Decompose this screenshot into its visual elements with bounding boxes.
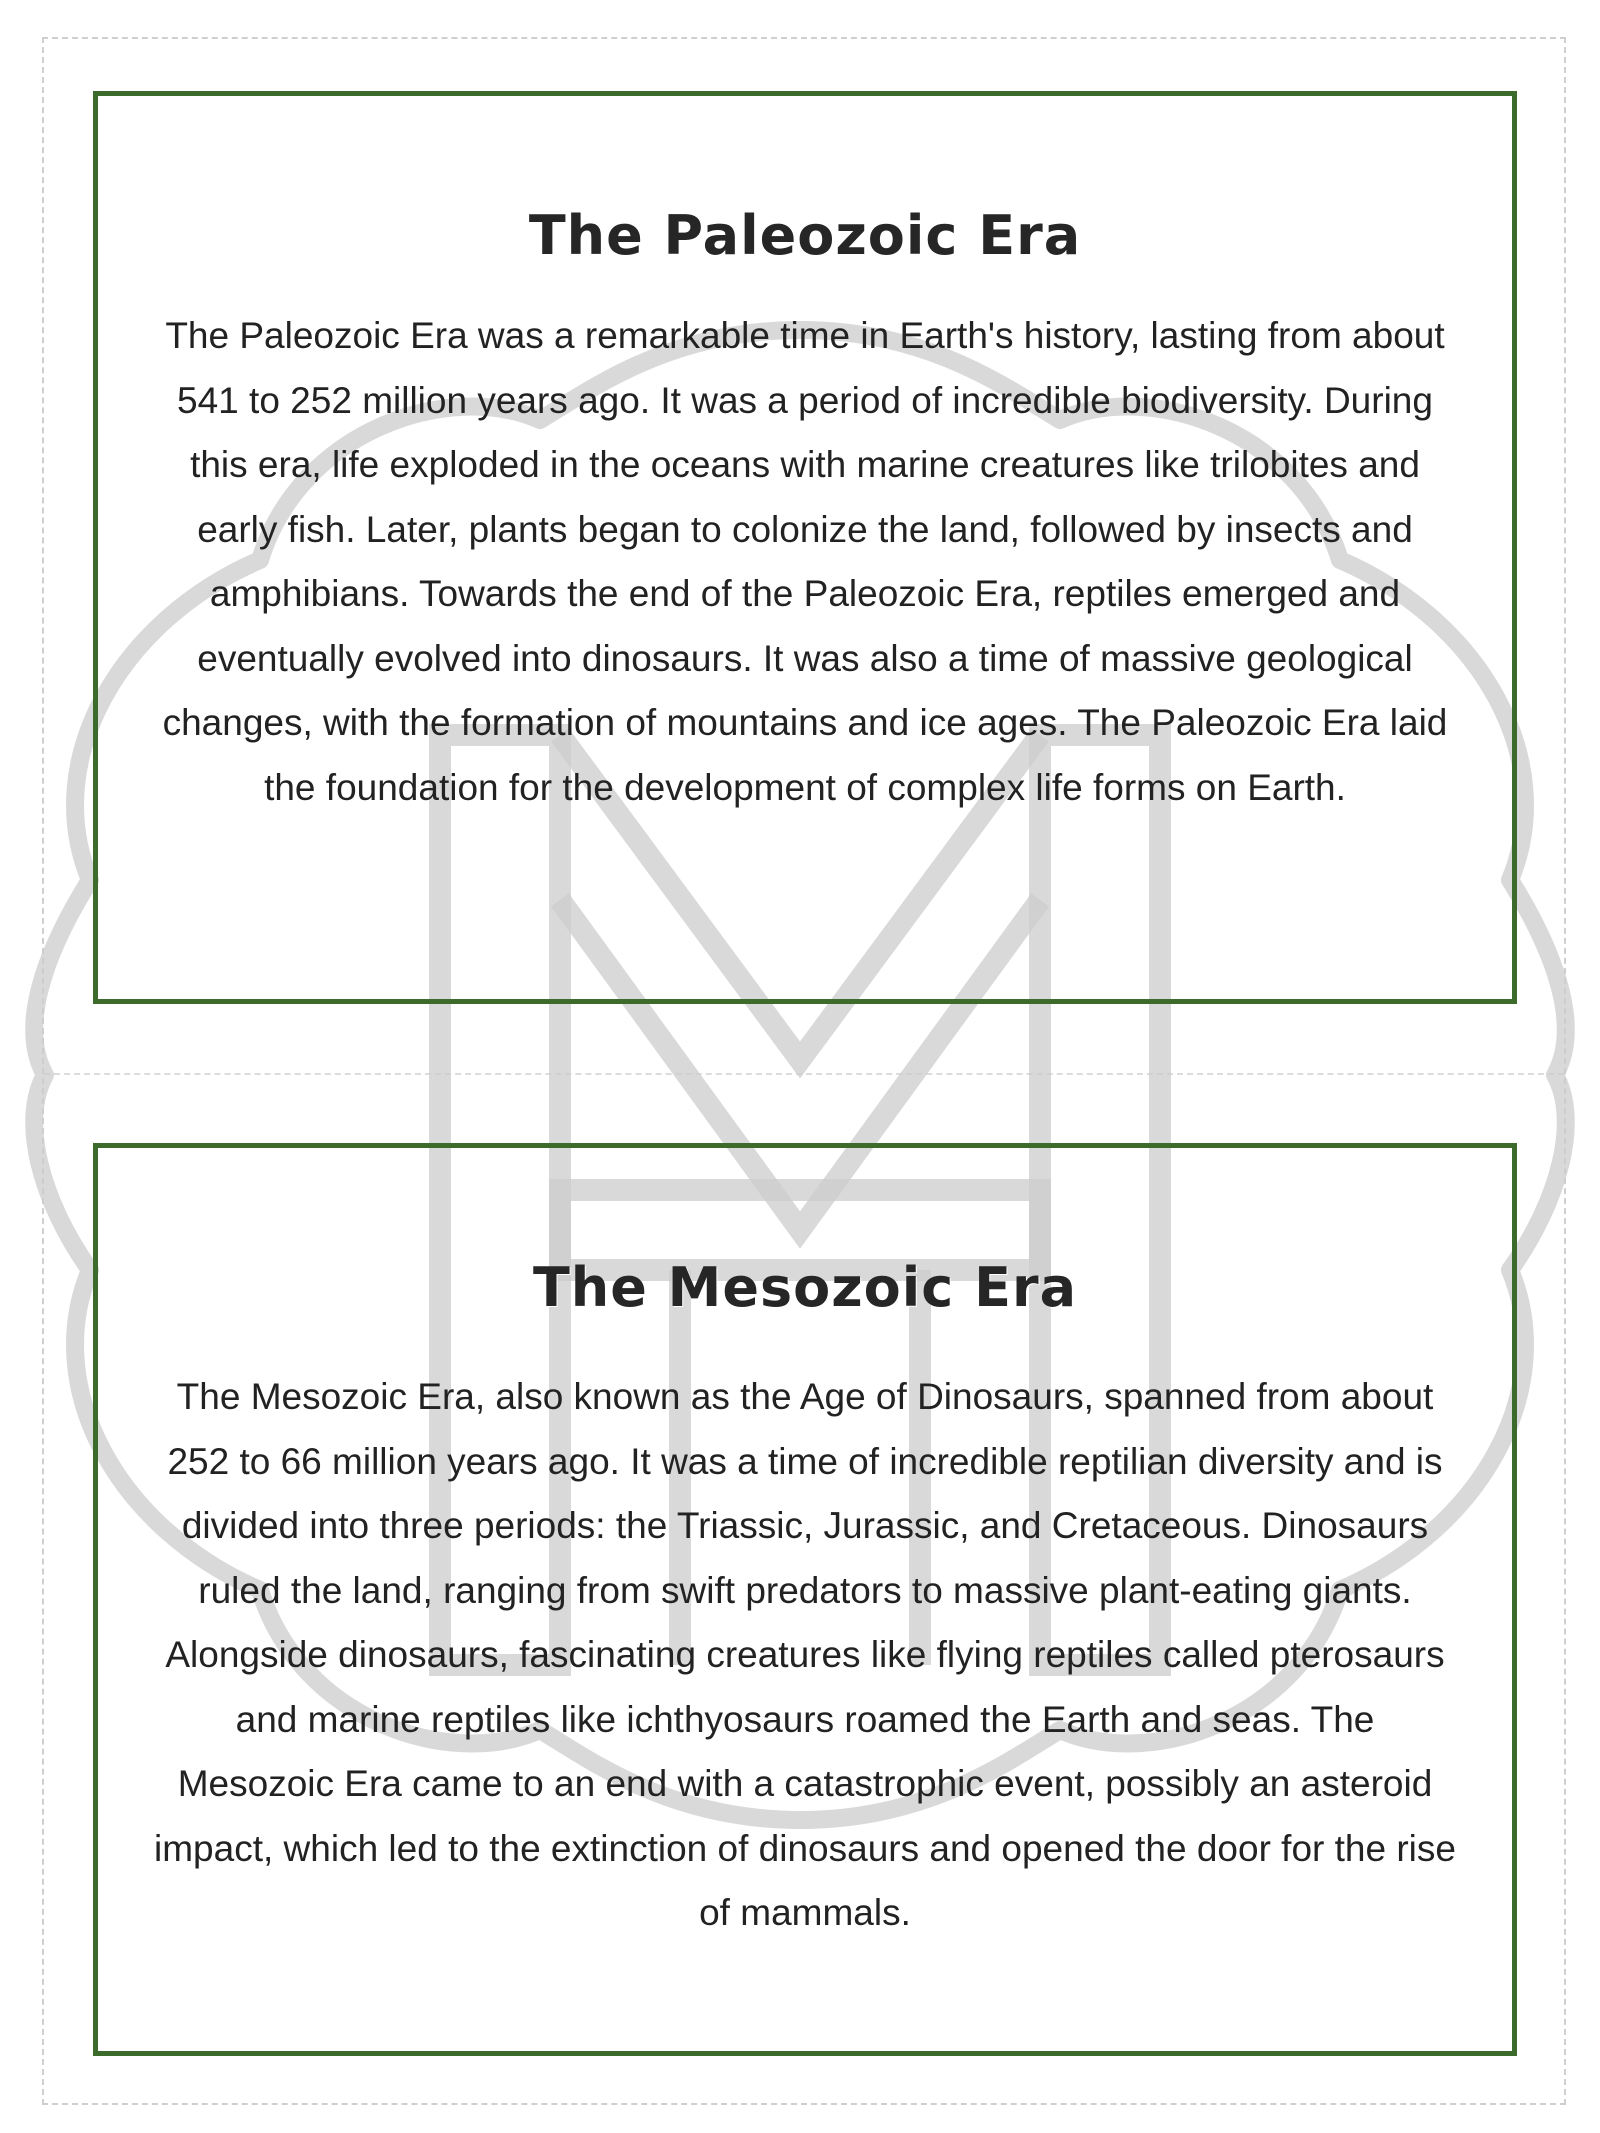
cut-line-divider — [44, 1073, 1564, 1075]
card-title: The Paleozoic Era — [528, 204, 1082, 267]
card-title: The Mesozoic Era — [532, 1256, 1078, 1319]
mesozoic-era-card — [93, 1143, 1517, 2056]
card-body-text: The Paleozoic Era was a remarkable time in Earth's history, lasting from about 541 to 252 million years ago. It was a period of incredible biodiversity. During this era, life exploded in the oceans with marine creatures like trilobites and early fish. Later, plants began to colonize the land, followed by insects and amphibians. Towards the end of the Paleozoic Era, reptiles emerged and eventually evolved into dinosaurs. It was also a time of massive geological changes, with the formation of mountains and ice ages. The Paleozoic Era laid the foundation for the development of complex life forms on Earth. — [162, 315, 1448, 808]
card-body-text: The Mesozoic Era, also known as the Age of Dinosaurs, spanned from about 252 to 66 million years ago. It was a time of incredible reptilian diversity and is divided into three periods: the Triassic, Jurassic, and Cretaceous. Dinosaurs ruled the land, ranging from swift predators to massive plant-eating giants. Alongside dinosaurs, fascinating creatures like flying reptiles called pterosaurs and marine reptiles like ichthyosaurs roamed the Earth and seas. The Mesozoic Era came to an end with a catastrophic event, possibly an asteroid impact, which led to the extinction of dinosaurs and opened the door for the rise of mammals. — [154, 1376, 1456, 1933]
paleozoic-era-card — [93, 91, 1517, 1004]
